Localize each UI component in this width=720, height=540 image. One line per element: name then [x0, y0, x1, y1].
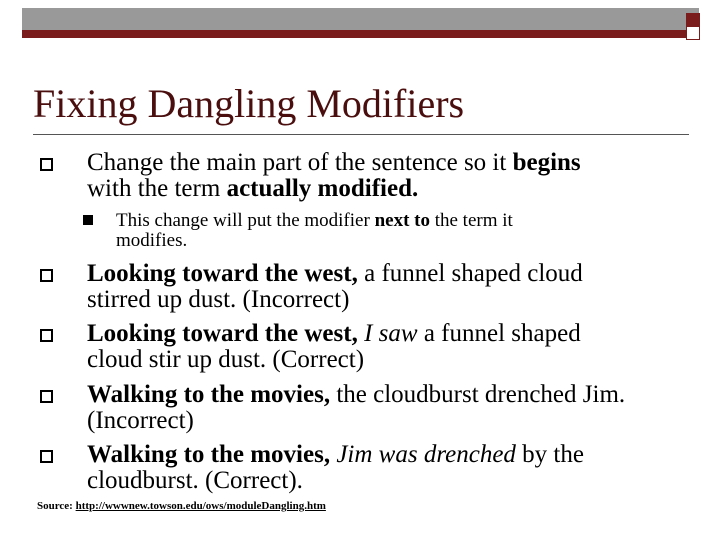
hollow-square-bullet-icon [40, 329, 53, 342]
filled-square-bullet-icon [83, 215, 93, 225]
source-citation [37, 500, 326, 512]
title-divider [33, 134, 689, 135]
bullet-text: Looking toward the west, a funnel shaped cloud stirred up dust. (Incorrect) [87, 260, 583, 313]
header-accent-bar [22, 30, 699, 38]
hollow-square-bullet-icon [40, 390, 53, 403]
corner-square-filled [686, 13, 700, 27]
bullet-text: Looking toward the west, I saw a funnel shaped cloud stir up dust. (Correct) [87, 320, 581, 373]
hollow-square-bullet-icon [40, 269, 53, 282]
bullet-text: Walking to the movies, the cloudburst drenched Jim. (Incorrect) [87, 381, 626, 434]
bullet-text: Walking to the movies, Jim was drenched by the cloudburst. (Correct). [87, 441, 584, 494]
bullet-text: Change the main part of the sentence so it begins with the term actually modified. [87, 149, 581, 202]
header-band [22, 8, 699, 30]
hollow-square-bullet-icon [40, 158, 53, 171]
source-label: Source: [37, 500, 73, 512]
source-link[interactable]: http://wwwnew.towson.edu/ows/moduleDangling.htm [75, 500, 326, 512]
hollow-square-bullet-icon [40, 450, 53, 463]
corner-square-outline [686, 26, 700, 40]
slide-title: Fixing Dangling Modifiers [33, 81, 465, 126]
sub-bullet-text: This change will put the modifier next to the term it modifies. [116, 210, 513, 251]
